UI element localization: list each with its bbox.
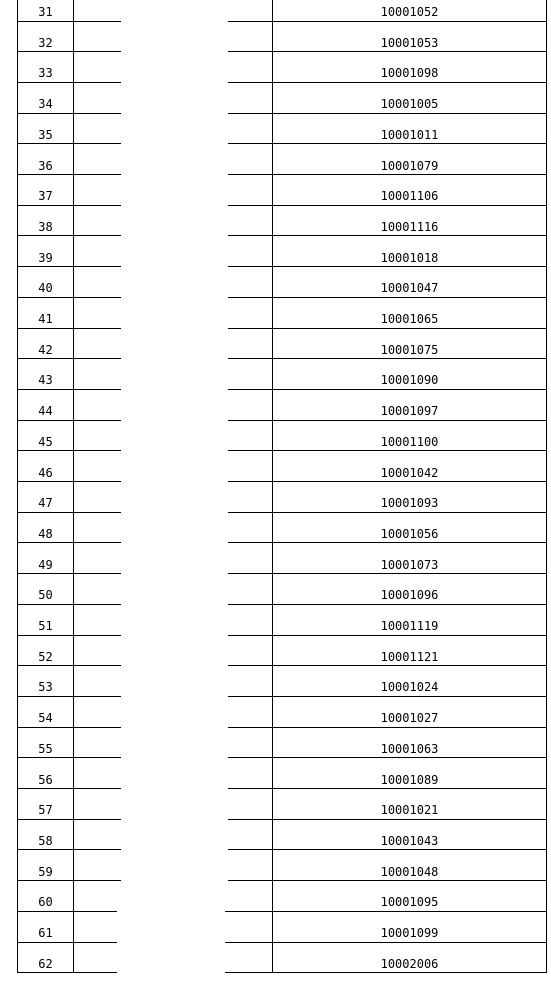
row-index-cell: 32 xyxy=(38,35,53,50)
row-border xyxy=(228,420,546,421)
row-border xyxy=(17,819,121,820)
row-border xyxy=(228,757,546,758)
table-row xyxy=(0,798,551,829)
row-index-cell: 53 xyxy=(38,680,53,695)
row-index-cell: 51 xyxy=(38,619,53,633)
table-row xyxy=(0,338,551,369)
row-border xyxy=(228,849,546,850)
table-row xyxy=(0,737,551,768)
row-border xyxy=(228,297,546,298)
row-index-cell: 61 xyxy=(38,926,53,940)
table-row xyxy=(0,123,551,154)
code-cell: 10001052 xyxy=(380,5,439,19)
row-border xyxy=(228,573,546,574)
row-border xyxy=(228,819,546,820)
row-border xyxy=(228,51,546,52)
table-row xyxy=(0,860,551,891)
code-cell: 10001079 xyxy=(380,158,439,173)
row-border xyxy=(17,358,121,359)
table-row xyxy=(0,154,551,185)
row-border xyxy=(17,113,121,114)
table-row xyxy=(0,0,551,31)
row-border xyxy=(17,235,121,236)
code-cell: 10001119 xyxy=(380,619,439,633)
row-border xyxy=(228,512,546,513)
row-index-cell: 52 xyxy=(38,649,53,664)
code-cell: 10002006 xyxy=(380,956,439,971)
code-cell: 10001024 xyxy=(380,680,439,695)
code-cell: 10001005 xyxy=(380,97,439,112)
row-border xyxy=(17,757,121,758)
row-border xyxy=(17,481,121,482)
row-border xyxy=(17,328,121,329)
table-row xyxy=(0,952,551,982)
code-cell: 10001021 xyxy=(380,803,439,818)
row-border xyxy=(17,174,121,175)
row-border xyxy=(17,849,121,850)
table-row xyxy=(0,768,551,799)
table-row xyxy=(0,706,551,737)
row-border xyxy=(228,450,546,451)
row-border xyxy=(228,635,546,636)
row-border xyxy=(17,51,121,52)
row-border xyxy=(17,82,121,83)
row-index-cell: 36 xyxy=(38,158,53,173)
row-index-cell: 38 xyxy=(38,219,53,234)
table-row xyxy=(0,890,551,921)
row-index-cell: 39 xyxy=(38,250,53,265)
row-border xyxy=(228,82,546,83)
row-index-cell: 49 xyxy=(38,557,53,572)
table-row xyxy=(0,246,551,277)
code-cell: 10001093 xyxy=(380,496,439,511)
row-border xyxy=(228,481,546,482)
code-cell: 10001116 xyxy=(380,219,439,234)
row-index-cell: 31 xyxy=(38,5,53,19)
table-row xyxy=(0,61,551,92)
row-border xyxy=(17,542,121,543)
code-cell: 10001097 xyxy=(380,404,439,419)
row-index-cell: 55 xyxy=(38,741,53,756)
row-index-cell: 56 xyxy=(38,772,53,787)
row-border xyxy=(17,942,117,943)
row-index-cell: 62 xyxy=(38,956,53,971)
row-border xyxy=(225,911,546,912)
row-border xyxy=(17,266,121,267)
row-border xyxy=(228,358,546,359)
code-cell: 10001043 xyxy=(380,833,439,848)
row-border xyxy=(17,911,117,912)
table-row xyxy=(0,921,551,952)
row-index-cell: 35 xyxy=(38,127,53,142)
row-index-cell: 33 xyxy=(38,66,53,81)
row-index-cell: 59 xyxy=(38,864,53,879)
table-row xyxy=(0,461,551,492)
table-row xyxy=(0,215,551,246)
row-index-cell: 45 xyxy=(38,434,53,449)
row-index-cell: 41 xyxy=(38,312,53,326)
row-border xyxy=(17,696,121,697)
row-index-cell: 46 xyxy=(38,465,53,480)
row-border xyxy=(17,21,121,22)
row-border xyxy=(17,389,121,390)
row-border xyxy=(228,113,546,114)
row-border xyxy=(17,450,121,451)
row-border xyxy=(225,942,546,943)
table-row xyxy=(0,184,551,215)
code-cell: 10001075 xyxy=(380,342,439,357)
code-cell: 10001056 xyxy=(380,526,439,541)
row-index-cell: 50 xyxy=(38,588,53,603)
row-index-cell: 37 xyxy=(38,189,53,204)
row-index-cell: 57 xyxy=(38,803,53,818)
row-border xyxy=(228,205,546,206)
table-row xyxy=(0,583,551,614)
row-border xyxy=(228,727,546,728)
row-border xyxy=(17,205,121,206)
row-index-cell: 60 xyxy=(38,895,53,910)
table-row xyxy=(0,430,551,461)
row-index-cell: 58 xyxy=(38,833,53,848)
row-index-cell: 40 xyxy=(38,281,53,296)
row-border xyxy=(17,297,121,298)
table-row xyxy=(0,645,551,676)
row-index-cell: 47 xyxy=(38,496,53,511)
row-border xyxy=(228,389,546,390)
table-row xyxy=(0,675,551,706)
code-cell: 10001096 xyxy=(380,588,439,603)
row-border xyxy=(228,880,546,881)
row-index-cell: 42 xyxy=(38,342,53,357)
row-border xyxy=(228,696,546,697)
table-row xyxy=(0,614,551,645)
row-index-cell: 54 xyxy=(38,711,53,726)
row-border xyxy=(17,635,121,636)
row-border xyxy=(228,143,546,144)
row-index-cell: 48 xyxy=(38,526,53,541)
code-cell: 10001027 xyxy=(380,711,439,726)
code-cell: 10001065 xyxy=(380,312,439,326)
row-border xyxy=(17,420,121,421)
row-border xyxy=(17,143,121,144)
row-border xyxy=(228,788,546,789)
row-border xyxy=(228,665,546,666)
code-cell: 10001095 xyxy=(380,895,439,910)
code-cell: 10001098 xyxy=(380,66,439,81)
row-border xyxy=(17,665,121,666)
row-border xyxy=(17,727,121,728)
code-cell: 10001106 xyxy=(380,189,439,204)
code-cell: 10001018 xyxy=(380,250,439,265)
table-row xyxy=(0,368,551,399)
row-index-cell: 43 xyxy=(38,373,53,388)
row-border xyxy=(17,573,121,574)
row-index-cell: 34 xyxy=(38,97,53,112)
row-border xyxy=(228,328,546,329)
row-border xyxy=(228,266,546,267)
row-border xyxy=(17,604,121,605)
table-row xyxy=(0,399,551,430)
table-row xyxy=(0,276,551,307)
row-index-cell: 44 xyxy=(38,404,53,419)
table-row xyxy=(0,829,551,860)
code-cell: 10001073 xyxy=(380,557,439,572)
row-border xyxy=(17,788,121,789)
code-cell: 10001011 xyxy=(380,127,439,142)
code-cell: 10001047 xyxy=(380,281,439,296)
code-cell: 10001042 xyxy=(380,465,439,480)
code-cell: 10001100 xyxy=(380,434,439,449)
code-cell: 10001053 xyxy=(380,35,439,50)
row-border xyxy=(17,880,121,881)
code-cell: 10001089 xyxy=(380,772,439,787)
table-row xyxy=(0,92,551,123)
code-cell: 10001048 xyxy=(380,864,439,879)
code-cell: 10001099 xyxy=(380,926,439,940)
code-cell: 10001090 xyxy=(380,373,439,388)
row-border xyxy=(228,21,546,22)
table-row xyxy=(0,31,551,62)
row-border xyxy=(228,174,546,175)
row-border xyxy=(228,235,546,236)
table-row xyxy=(0,553,551,584)
row-border xyxy=(17,512,121,513)
table-row xyxy=(0,491,551,522)
code-cell: 10001063 xyxy=(380,741,439,756)
code-cell: 10001121 xyxy=(380,649,439,664)
table-row xyxy=(0,522,551,553)
row-border xyxy=(228,604,546,605)
row-border xyxy=(228,542,546,543)
table-row xyxy=(0,307,551,338)
